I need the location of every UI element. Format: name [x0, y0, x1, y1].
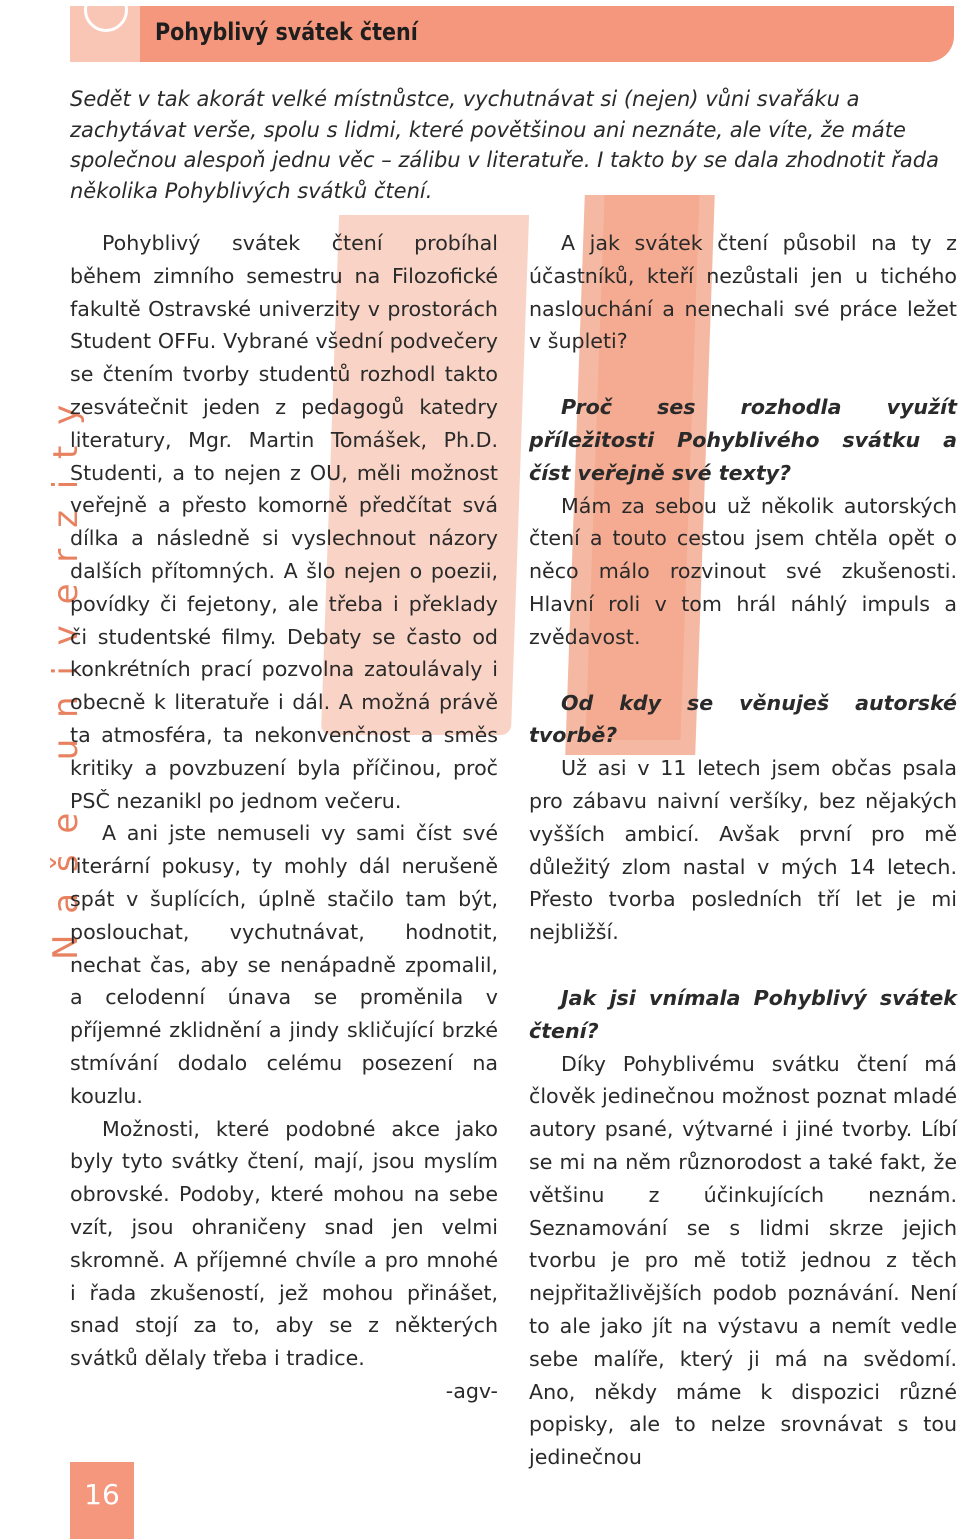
interview-question: Proč ses rozhodla využít příležitosti Pohyblivého svátku a číst veřejně své texty?	[529, 395, 957, 485]
page-number: 16	[84, 1478, 120, 1511]
paragraph: Pohyblivý svátek čtení probíhal během zimního semestru na Filozofické fakultě Ostravské univerzity v prostorách Student OFFu. Vybrané všední podvečery se čtením tvorby studentů rozhodl takto zesvátečnit jeden z pedagogů katedry literatury, Mgr. Martin Tomášek, Ph.D. Studenti, a to nejen z OU, měli možnost veřejně a přesto komorně předčítat svá dílka a následně si vyslechnout názory dalších přítomných. A šlo nejen o poezii, povídky či fejetony, ale třeba i překlady či studentské filmy. Debaty se často od konkrétních prací pozvolna zatoulávaly i obecně k literatuře i dál. A možná právě ta atmosféra, ta nekonvenčnost a směs kritiky a povzbuzení byla příčinou, proč PSČ nezanikl po jednom večeru.	[70, 231, 498, 813]
interview-answer: Mám za sebou už několik autorských čtení a touto cestou jsem chtěla opět o něco málo rozvinout své zkušenosti. Hlavní roli v tom hrál náhlý impuls a zvědavost.	[529, 493, 957, 649]
left-column	[70, 227, 498, 1408]
paragraph: A jak svátek čtení působil na ty z účastníků, kteří nezůstali jen u tichého naslouchání a nenechali své práce ležet v šupleti?	[529, 231, 957, 354]
interview-answer: Díky Pohyblivému svátku čtení má člověk jedinečnou možnost poznat mladé autory psané, výtvarné i jiné tvorby. Líbí se mi na něm různorodost a také fakt, že většinu z účinkujících neznám. Seznamování se s lidmi skrze jejich tvorbu je pro mě totiž jednou z těch nejpřitažlivějších podob poznávání. Není to ale jako jít na výstavu a nemít vedle sebe malíře, který ji má na svědomí. Ano, někdy máme k dispozici různé popisky, ale to nelze srovnávat s tou jedinečnou	[529, 1051, 957, 1470]
page-number-box	[70, 1462, 134, 1539]
article-title: Pohyblivý svátek čtení	[155, 18, 418, 46]
article-intro: Sedět v tak akorát velké místnůstce, vychutnávat si (nejen) vůni svařáku a zachytávat verše, spolu s lidmi, které povětšinou ani neznáte, ale víte, že máte společnou alespoň jednu věc – zálibu v literatuře. I takto by se dala zhodnotit řada několika Pohyblivých svátků čtení.	[70, 87, 939, 203]
section-side-label: Naše univerzity	[46, 383, 86, 960]
paragraph: Možnosti, které podobné akce jako byly tyto svátky čtení, mají, jsou myslím obrovské. Podoby, které mohou na sebe vzít, jsou ohraničeny snad jen velmi skromně. A příjemné chvíle a pro mnohé i řada zkušeností, jež mohou přinášet, snad stojí za to, aby se z některých svátků dělaly třeba i tradice.	[70, 1116, 498, 1371]
interview-question: Jak jsi vnímala Pohyblivý svátek čtení?	[529, 985, 957, 1043]
right-column	[529, 227, 957, 1474]
paragraph: A ani jste nemuseli vy sami číst své literární pokusy, ty mohly dál nerušeně spát v šuplících, úplně stačilo tam být, poslouchat, vychutnávat, hodnotit, nechat čas, aby se nenápadně zpomalil, a celodenní únava se proměnila v příjemné zklidnění a jindy skličující brzké stmívání dodalo celému posezení na kouzlu.	[70, 821, 498, 1108]
interview-question: Od kdy se věnuješ autorské tvorbě?	[529, 690, 957, 748]
interview-answer: Už asi v 11 letech jsem občas psala pro zábavu naivní veršíky, bez nějakých vyšších ambicí. Avšak první pro mě důležitý zlom nastal v mých 14 letech. Přesto tvorba posledních tří let je mi nejbližší.	[529, 756, 957, 945]
author-signature: -agv-	[445, 1378, 498, 1403]
